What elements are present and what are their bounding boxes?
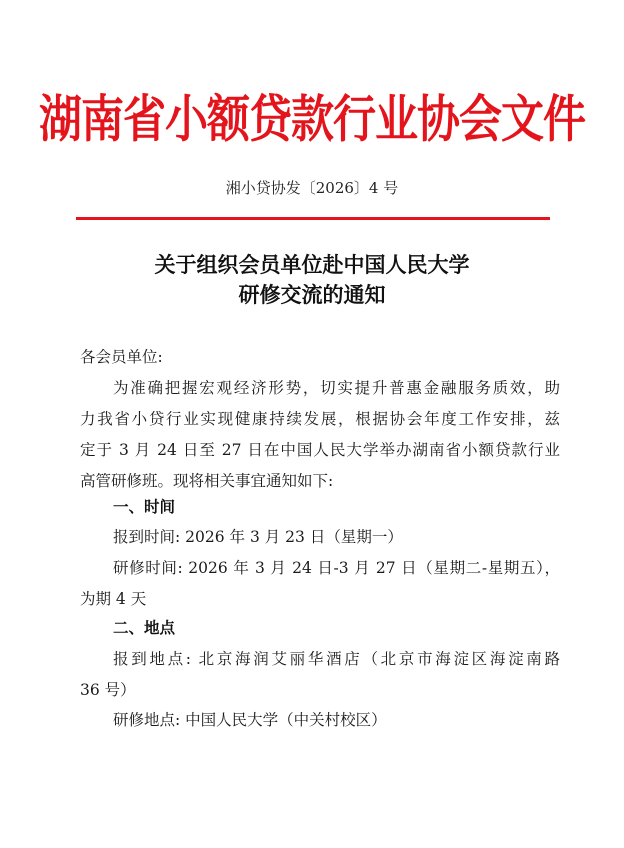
org-header-title: 湖南省小额贷款行业协会文件 (39, 90, 585, 150)
intro-line-1: 为准确把握宏观经济形势，切实提升普惠金融服务质效，助 (113, 379, 560, 397)
section-heading-time: 一、时间 (113, 498, 176, 516)
red-divider-line (76, 217, 550, 220)
study-place: 研修地点: 中国人民大学（中关村校区） (113, 711, 387, 729)
section-heading-place: 二、地点 (113, 619, 176, 637)
notice-title-line-1: 关于组织会员单位赴中国人民大学 (154, 252, 470, 277)
study-time-line-2: 为期 4 天 (80, 590, 147, 608)
document-number: 湘小贷协发〔2026〕4 号 (225, 179, 399, 197)
study-time-line-1: 研修时间: 2026 年 3 月 24 日-3 月 27 日（星期二-星期五）， (113, 559, 560, 577)
intro-line-4: 高管研修班。现将相关事宜通知如下: (80, 472, 334, 490)
salutation: 各会员单位: (80, 348, 163, 366)
intro-line-3: 定于 3 月 24 日至 27 日在中国人民大学举办湖南省小额贷款行业 (80, 441, 560, 459)
report-place-line-1: 报到地点: 北京海润艾丽华酒店（北京市海淀区海淀南路 (113, 650, 560, 668)
intro-line-2: 力我省小贷行业实现健康持续发展，根据协会年度工作安排，兹 (80, 410, 560, 428)
report-time: 报到时间: 2026 年 3 月 23 日（星期一） (113, 528, 403, 546)
notice-title-line-2: 研修交流的通知 (238, 282, 386, 307)
report-place-line-2: 36 号） (80, 681, 136, 699)
